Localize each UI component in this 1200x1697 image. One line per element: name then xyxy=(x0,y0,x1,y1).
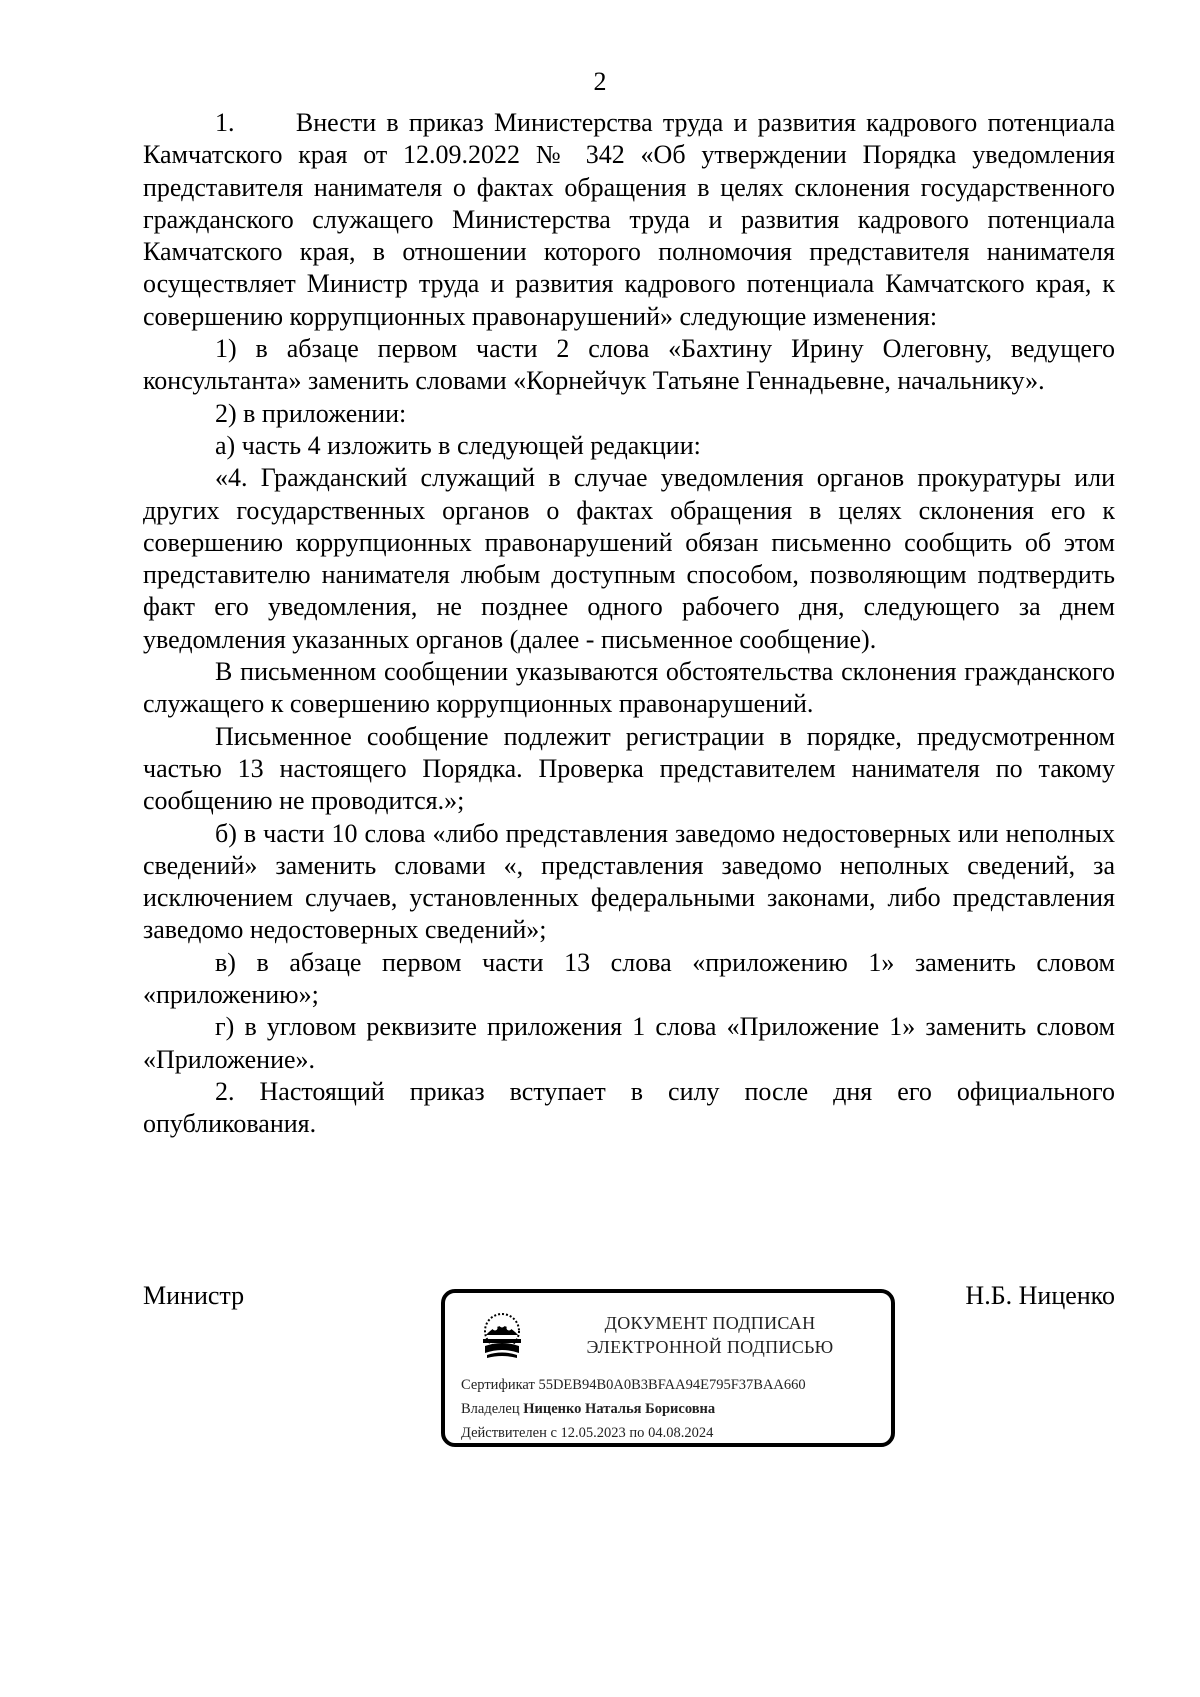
paragraph-1-2: 2) в приложении: xyxy=(215,398,407,428)
paragraph-part-4-2: В письменном сообщении указываются обстоятельства склонения гражданского служащего к совершению коррупционных правонарушений. xyxy=(143,657,1115,719)
paragraph-1-2-a: а) часть 4 изложить в следующей редакции: xyxy=(215,430,701,460)
stamp-validity xyxy=(461,1424,713,1442)
paragraph-2: 2. Настоящий приказ вступает в силу после дня его официального опубликования. xyxy=(143,1076,1115,1139)
certificate-value: 55DEB94B0A0B3BFAA94E795F37BAA660 xyxy=(538,1377,806,1393)
certificate-label: Сертификат xyxy=(461,1377,535,1393)
stamp-title-line2: ЭЛЕКТРОННОЙ ПОДПИСЬЮ xyxy=(586,1337,834,1357)
valid-to: 04.08.2024 xyxy=(648,1425,714,1441)
signer-position: Министр xyxy=(143,1281,245,1310)
valid-label: Действителен с xyxy=(461,1425,557,1441)
page-number: 2 xyxy=(593,67,607,96)
valid-to-label: по xyxy=(629,1425,645,1441)
owner-label: Владелец xyxy=(461,1401,520,1417)
paragraph-1-2-b: б) в части 10 слова «либо представления заведомо недостоверных или неполных сведений» заменить словами «, представления заведомо неполных сведений, за исключением случаев, установленных федеральными законами, либо представления заведомо недостоверных сведений»; xyxy=(143,818,1115,945)
paragraph-1: 1. Внести в приказ Министерства труда и развития кадрового потенциала Камчатского края от 12.09.2022 № 342 «Об утверждении Порядка уведомления представителя нанимателя о фактах обращения в целях склонения государственного гражданского служащего Министерства труда и развития кадрового потенциала Камчатского края, в отношении которого полномочия представителя нанимателя осуществляет Министр труда и развития кадрового потенциала Камчатского края, к совершению коррупционных правонарушений» следующие изменения: xyxy=(143,108,1115,331)
paragraph-1-2-v: в) в абзаце первом части 13 слова «приложению 1» заменить словом «приложению»; xyxy=(143,947,1115,1010)
paragraph-part-4-3: Письменное сообщение подлежит регистрации в порядке, предусмотренном частью 13 настоящего Порядка. Проверка представителем нанимателя по такому сообщению не проводится.»; xyxy=(143,721,1115,816)
stamp-certificate xyxy=(461,1376,806,1394)
electronic-signature-stamp xyxy=(441,1289,895,1447)
stamp-title xyxy=(535,1311,885,1359)
kamchatka-emblem-icon xyxy=(475,1309,529,1363)
owner-value: Ниценко Наталья Борисовна xyxy=(523,1401,716,1417)
paragraph-1-1: 1) в абзаце первом части 2 слова «Бахтину Ирину Олеговну, ведущего консультанта» заменить словами «Корнейчук Татьяне Геннадьевне, начальнику». xyxy=(143,334,1115,396)
signer-name: Н.Б. Ниценко xyxy=(965,1281,1115,1310)
valid-from: 12.05.2023 xyxy=(560,1425,626,1441)
paragraph-part-4: «4. Гражданский служащий в случае уведомления органов прокуратуры или других государственных органов о фактах обращения в целях склонения его к совершению коррупционных правонарушений обязан письменно сообщить об этом представителю нанимателя любым доступным способом, позволяющим подтвердить факт его уведомления, не позднее одного рабочего дня, следующего за днем уведомления указанных органов (далее - письменное сообщение). xyxy=(143,463,1115,654)
paragraph-1-2-g: г) в угловом реквизите приложения 1 слова «Приложение 1» заменить словом «Приложение». xyxy=(143,1012,1115,1074)
stamp-owner xyxy=(461,1400,715,1418)
stamp-title-line1: ДОКУМЕНТ ПОДПИСАН xyxy=(604,1313,816,1333)
document-body xyxy=(143,107,1115,1141)
